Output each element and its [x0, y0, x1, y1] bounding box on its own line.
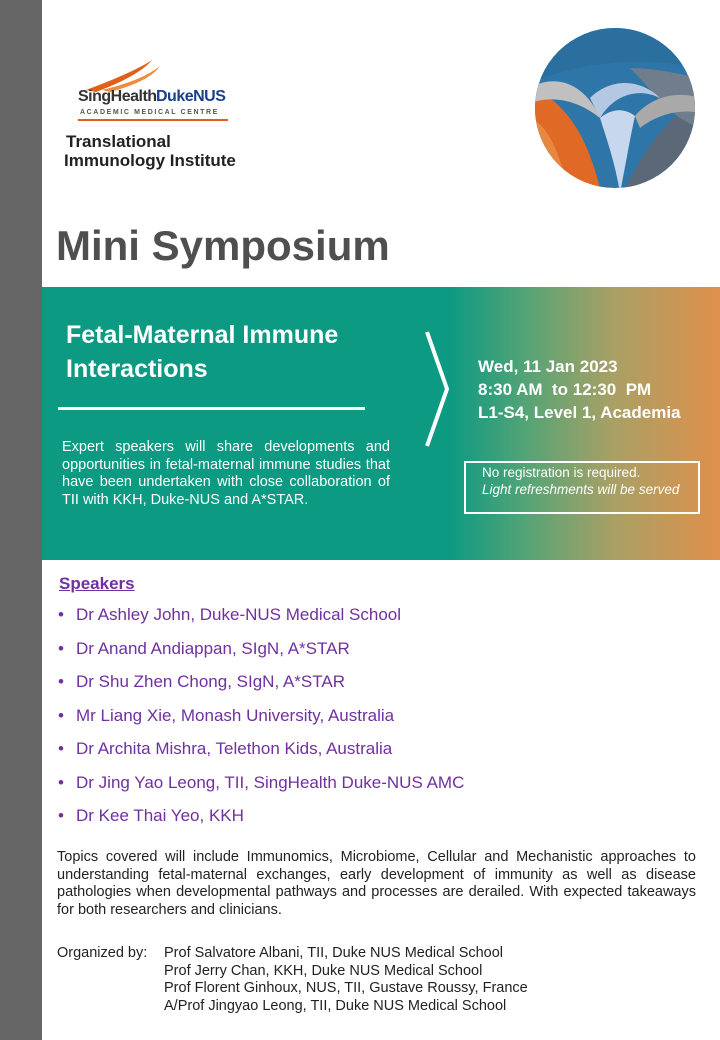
- bullet-icon: •: [58, 672, 64, 691]
- registration-note-box: [464, 461, 700, 514]
- event-time: 8:30 AM to 12:30 PM: [478, 380, 652, 399]
- speaker-name: Dr Kee Thai Yeo, KKH: [76, 806, 244, 825]
- speakers-heading: Speakers: [59, 574, 135, 593]
- topics-paragraph: Topics covered will include Immunomics, Microbiome, Cellular and Mechanistic approaches to understanding fetal-maternal exchanges, early development of immunity as well as disease pathologies when developmental pathways and processes are derailed. With expected takeaways for both researchers and clinicians.: [57, 849, 696, 918]
- bullet-icon: •: [58, 705, 64, 725]
- logo-swoosh-icon: [82, 56, 172, 92]
- left-sidebar-bar: [0, 0, 42, 1040]
- emblem-sphere-icon: [530, 28, 700, 188]
- chevron-right-icon: [424, 330, 450, 448]
- event-title: Fetal-Maternal Immune Interactions: [66, 321, 339, 383]
- event-description: Expert speakers will share developments and opportunities in fetal-maternal immune studies that have been undertaken with close collaboration of TII with KKH, Duke-NUS and A*STAR.: [62, 439, 390, 508]
- event-info: [478, 355, 681, 424]
- logo-centre-text: ACADEMIC MEDICAL CENTRE: [80, 109, 219, 116]
- speaker-item: [58, 705, 464, 739]
- logo-brand-singhealth: SingHealth: [78, 88, 157, 105]
- bullet-icon: •: [58, 739, 64, 758]
- speaker-name: Dr Shu Zhen Chong, SIgN, A*STAR: [76, 672, 345, 691]
- organizers-list: [164, 945, 528, 1015]
- organizer-item: Prof Florent Ginhoux, NUS, TII, Gustave Roussy, France: [164, 980, 528, 996]
- speaker-name: Dr Archita Mishra, Telethon Kids, Australia: [76, 739, 393, 758]
- singhealth-dukenus-tii-logo: [62, 56, 262, 176]
- page-title: Mini Symposium: [56, 222, 390, 269]
- organizer-item: Prof Jerry Chan, KKH, Duke NUS Medical School: [164, 962, 483, 979]
- speaker-item: [58, 772, 464, 806]
- logo-brand-dukenus: DukeNUS: [156, 88, 226, 105]
- organizer-item: A/Prof Jingyao Leong, TII, Duke NUS Medical School: [164, 997, 507, 1014]
- registration-note: No registration is required.: [482, 465, 641, 480]
- speaker-name: Dr Ashley John, Duke-NUS Medical School: [76, 605, 402, 624]
- logo-divider: [78, 119, 228, 121]
- organizers-label: Organized by:: [57, 945, 148, 961]
- speaker-item: [58, 805, 464, 839]
- event-date: Wed, 11 Jan 2023: [478, 357, 618, 376]
- speaker-list: [58, 604, 464, 839]
- bullet-icon: •: [58, 638, 64, 658]
- speaker-item: [58, 671, 464, 705]
- speaker-name: Dr Jing Yao Leong, TII, SingHealth Duke-NUS AMC: [76, 772, 465, 792]
- bullet-icon: •: [58, 806, 64, 825]
- speaker-name: Mr Liang Xie, Monash University, Australia: [76, 705, 395, 725]
- speaker-item: [58, 638, 464, 672]
- logo-institute-line2: Immunology Institute: [64, 151, 236, 170]
- speaker-name: Dr Anand Andiappan, SIgN, A*STAR: [76, 638, 350, 658]
- logo-institute-line1: Translational: [66, 132, 171, 151]
- event-venue: L1-S4, Level 1, Academia: [478, 403, 681, 422]
- speaker-item: [58, 738, 464, 772]
- speaker-item: [58, 604, 464, 638]
- bullet-icon: •: [58, 772, 64, 792]
- organizer-item: Prof Salvatore Albani, TII, Duke NUS Medical School: [164, 945, 504, 961]
- refreshment-note: Light refreshments will be served: [482, 482, 680, 497]
- bullet-icon: •: [58, 605, 64, 624]
- title-divider: [58, 407, 365, 410]
